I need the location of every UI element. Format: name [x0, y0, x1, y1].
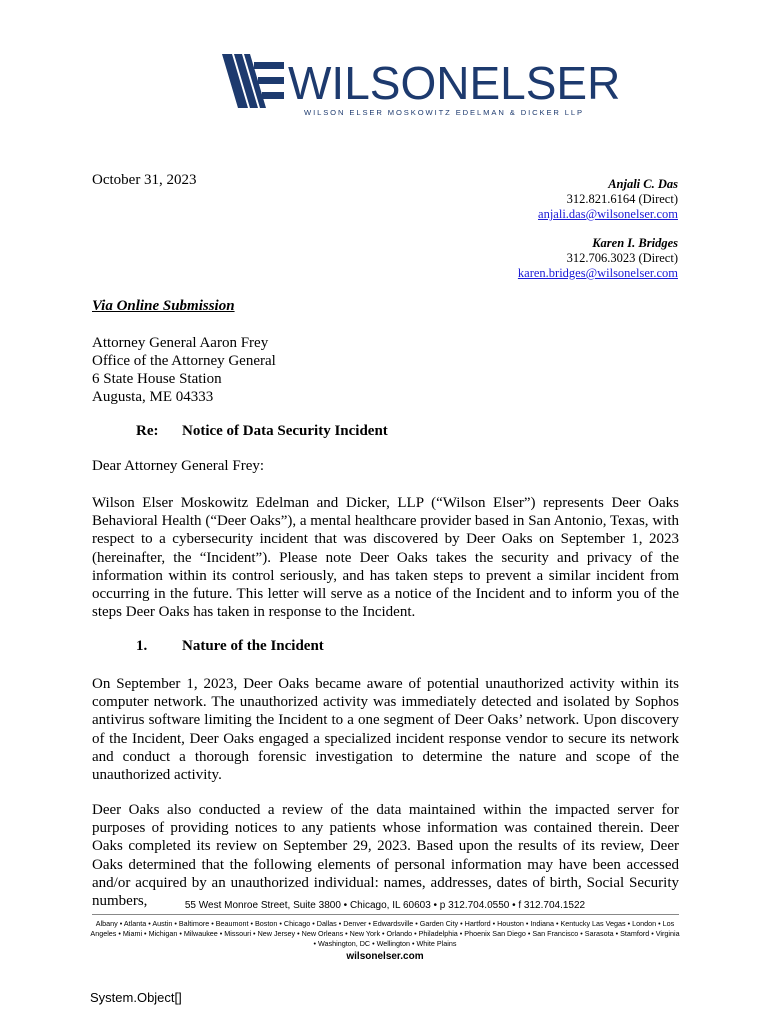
logo-wordmark: WILSONELSER [288, 57, 621, 109]
recipient-line: Attorney General Aaron Frey [92, 335, 269, 351]
delivery-method: Via Online Submission [92, 298, 235, 314]
contact-das [538, 177, 678, 222]
footer-offices: Albany • Atlanta • Austin • Baltimore • Beaumont • Boston • Chicago • Dallas • Denver • Edwardsville • Garden City • Hartford • Houston • Indiana • Kentucky Las Vegas • London • Los Angeles • Miami • Michigan • Milwaukee • Missouri • New Jersey • New Orleans • New York • Orlando • Philadelphia • Phoenix San Diego • San Francisco • Sarasota • Stamford • Virginia • Washington, DC • Wellington • White Plains [90, 919, 680, 948]
nature-paragraph-2: Deer Oaks also conducted a review of the data maintained within the impacted server for purposes of providing notices to any patients whose information was contained therein. Deer Oaks completed its review on September 29, 2023. Based upon the results of its review, Deer Oaks determined that the following elements of personal information may have been accessed and/or acquired by an unauthorized individual: names, addresses, dates of birth, Social Security numbers, [92, 802, 679, 910]
contact-phone: 312.821.6164 (Direct) [566, 192, 678, 206]
contact-name: Karen I. Bridges [592, 236, 678, 250]
recipient-line: 6 State House Station [92, 371, 222, 387]
subject-label: Re: [136, 423, 159, 439]
system-object-text: System.Object[] [90, 990, 182, 1005]
recipient-line: Augusta, ME 04333 [92, 389, 214, 405]
contact-bridges [518, 236, 678, 281]
contact-email-link[interactable]: anjali.das@wilsonelser.com [538, 207, 678, 221]
footer-address: 55 West Monroe Street, Suite 3800 • Chicago, IL 60603 • p 312.704.0550 • f 312.704.1522 [184, 900, 586, 911]
intro-paragraph: Wilson Elser Moskowitz Edelman and Dicker, LLP (“Wilson Elser”) represents Deer Oaks Behavioral Health (“Deer Oaks”), a mental healthcare provider based in San Antonio, Texas, with respect to a cybersecurity incident that was discovered by Deer Oaks on September 1, 2023 (hereinafter, the “Incident”). Please note Deer Oaks takes the security and privacy of the information within its control seriously, and has taken steps to prevent a similar incident from occurring in the future. This letter will serve as a notice of the Incident and to inform you of the steps Deer Oaks has taken in response to the Incident. [92, 495, 679, 621]
subject-line [136, 423, 388, 440]
salutation: Dear Attorney General Frey: [92, 458, 265, 474]
logo-mark-icon [218, 52, 288, 112]
section-heading [136, 638, 324, 655]
subject-text: Notice of Data Security Incident [182, 423, 388, 439]
contact-name: Anjali C. Das [608, 177, 678, 191]
section-number: 1. [136, 638, 148, 654]
letter-date: October 31, 2023 [92, 172, 197, 188]
logo-subtitle: WILSON ELSER MOSKOWITZ EDELMAN & DICKER LLP [304, 108, 585, 117]
footer-website: wilsonelser.com [346, 951, 424, 962]
nature-paragraph-1: On September 1, 2023, Deer Oaks became aware of potential unauthorized activity within its computer network. The unauthorized activity was immediately detected and isolated by Sophos antivirus software limiting the Incident to a one segment of Deer Oaks’ network. Upon discovery of the Incident, Deer Oaks engaged a specialized incident response vendor to secure its network and conduct a thorough forensic investigation to determine the nature and scope of the unauthorized activity. [92, 676, 679, 784]
contact-phone: 312.706.3023 (Direct) [566, 251, 678, 265]
footer-divider [92, 914, 679, 915]
recipient-address [92, 334, 276, 406]
recipient-line: Office of the Attorney General [92, 353, 276, 369]
wilson-elser-logo [218, 52, 621, 126]
contact-email-link[interactable]: karen.bridges@wilsonelser.com [517, 266, 678, 280]
section-title: Nature of the Incident [182, 638, 324, 654]
